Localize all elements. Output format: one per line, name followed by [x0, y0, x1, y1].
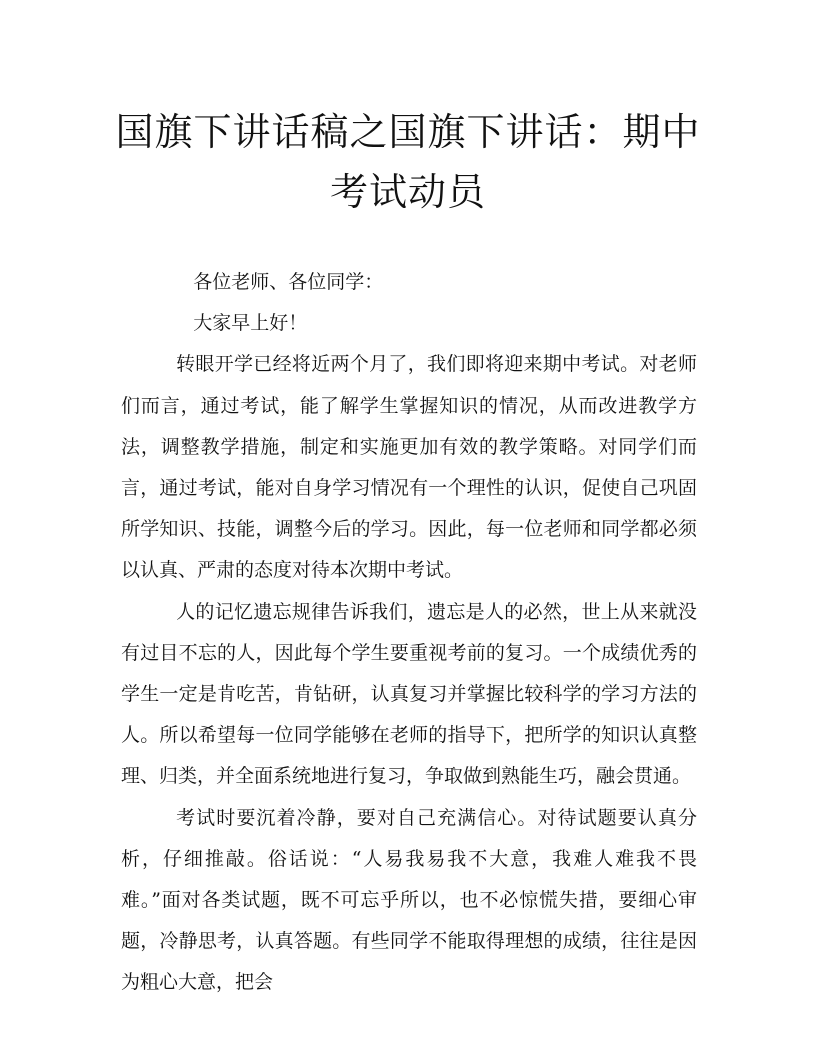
paragraph-2: 人的记忆遗忘规律告诉我们，遗忘是人的必然，世上从来就没有过目不忘的人，因此每个学生要重视考前的复习。一个成绩优秀的学生一定是肯吃苦，肯钻研，认真复习并掌握比较科学的学习方法的人。所以希望每一位同学能够在老师的指导下，把所学的知识认真整理、归类，并全面系统地进行复习，争取做到熟能生巧，融会贯通。 — [121, 600, 697, 788]
document-body — [121, 262, 697, 1004]
paragraph-3: 考试时要沉着冷静，要对自己充满信心。对待试题要认真分析，仔细推敲。俗话说：“人易我易我不大意，我难人难我不畏难。”面对各类试题，既不可忘乎所以，也不必惊慌失措，要细心审题，冷静思考，认真答题。有些同学不能取得理想的成绩，往往是因为粗心大意，把会 — [121, 806, 697, 994]
document-title: 国旗下讲话稿之国旗下讲话：期中考试动员 — [115, 110, 701, 214]
paragraph-1: 转眼开学已经将近两个月了，我们即将迎来期中考试。对老师们而言，通过考试，能了解学生掌握知识的情况，从而改进教学方法，调整教学措施，制定和实施更加有效的教学策略。对同学们而言，通过考试，能对自身学习情况有一个理性的认识，促使自己巩固所学知识、技能，调整今后的学习。因此，每一位老师和同学都必须以认真、严肃的态度对待本次期中考试。 — [121, 353, 697, 582]
greeting: 大家早上好！ — [193, 312, 308, 335]
salutation: 各位老师、各位同学： — [193, 271, 384, 293]
